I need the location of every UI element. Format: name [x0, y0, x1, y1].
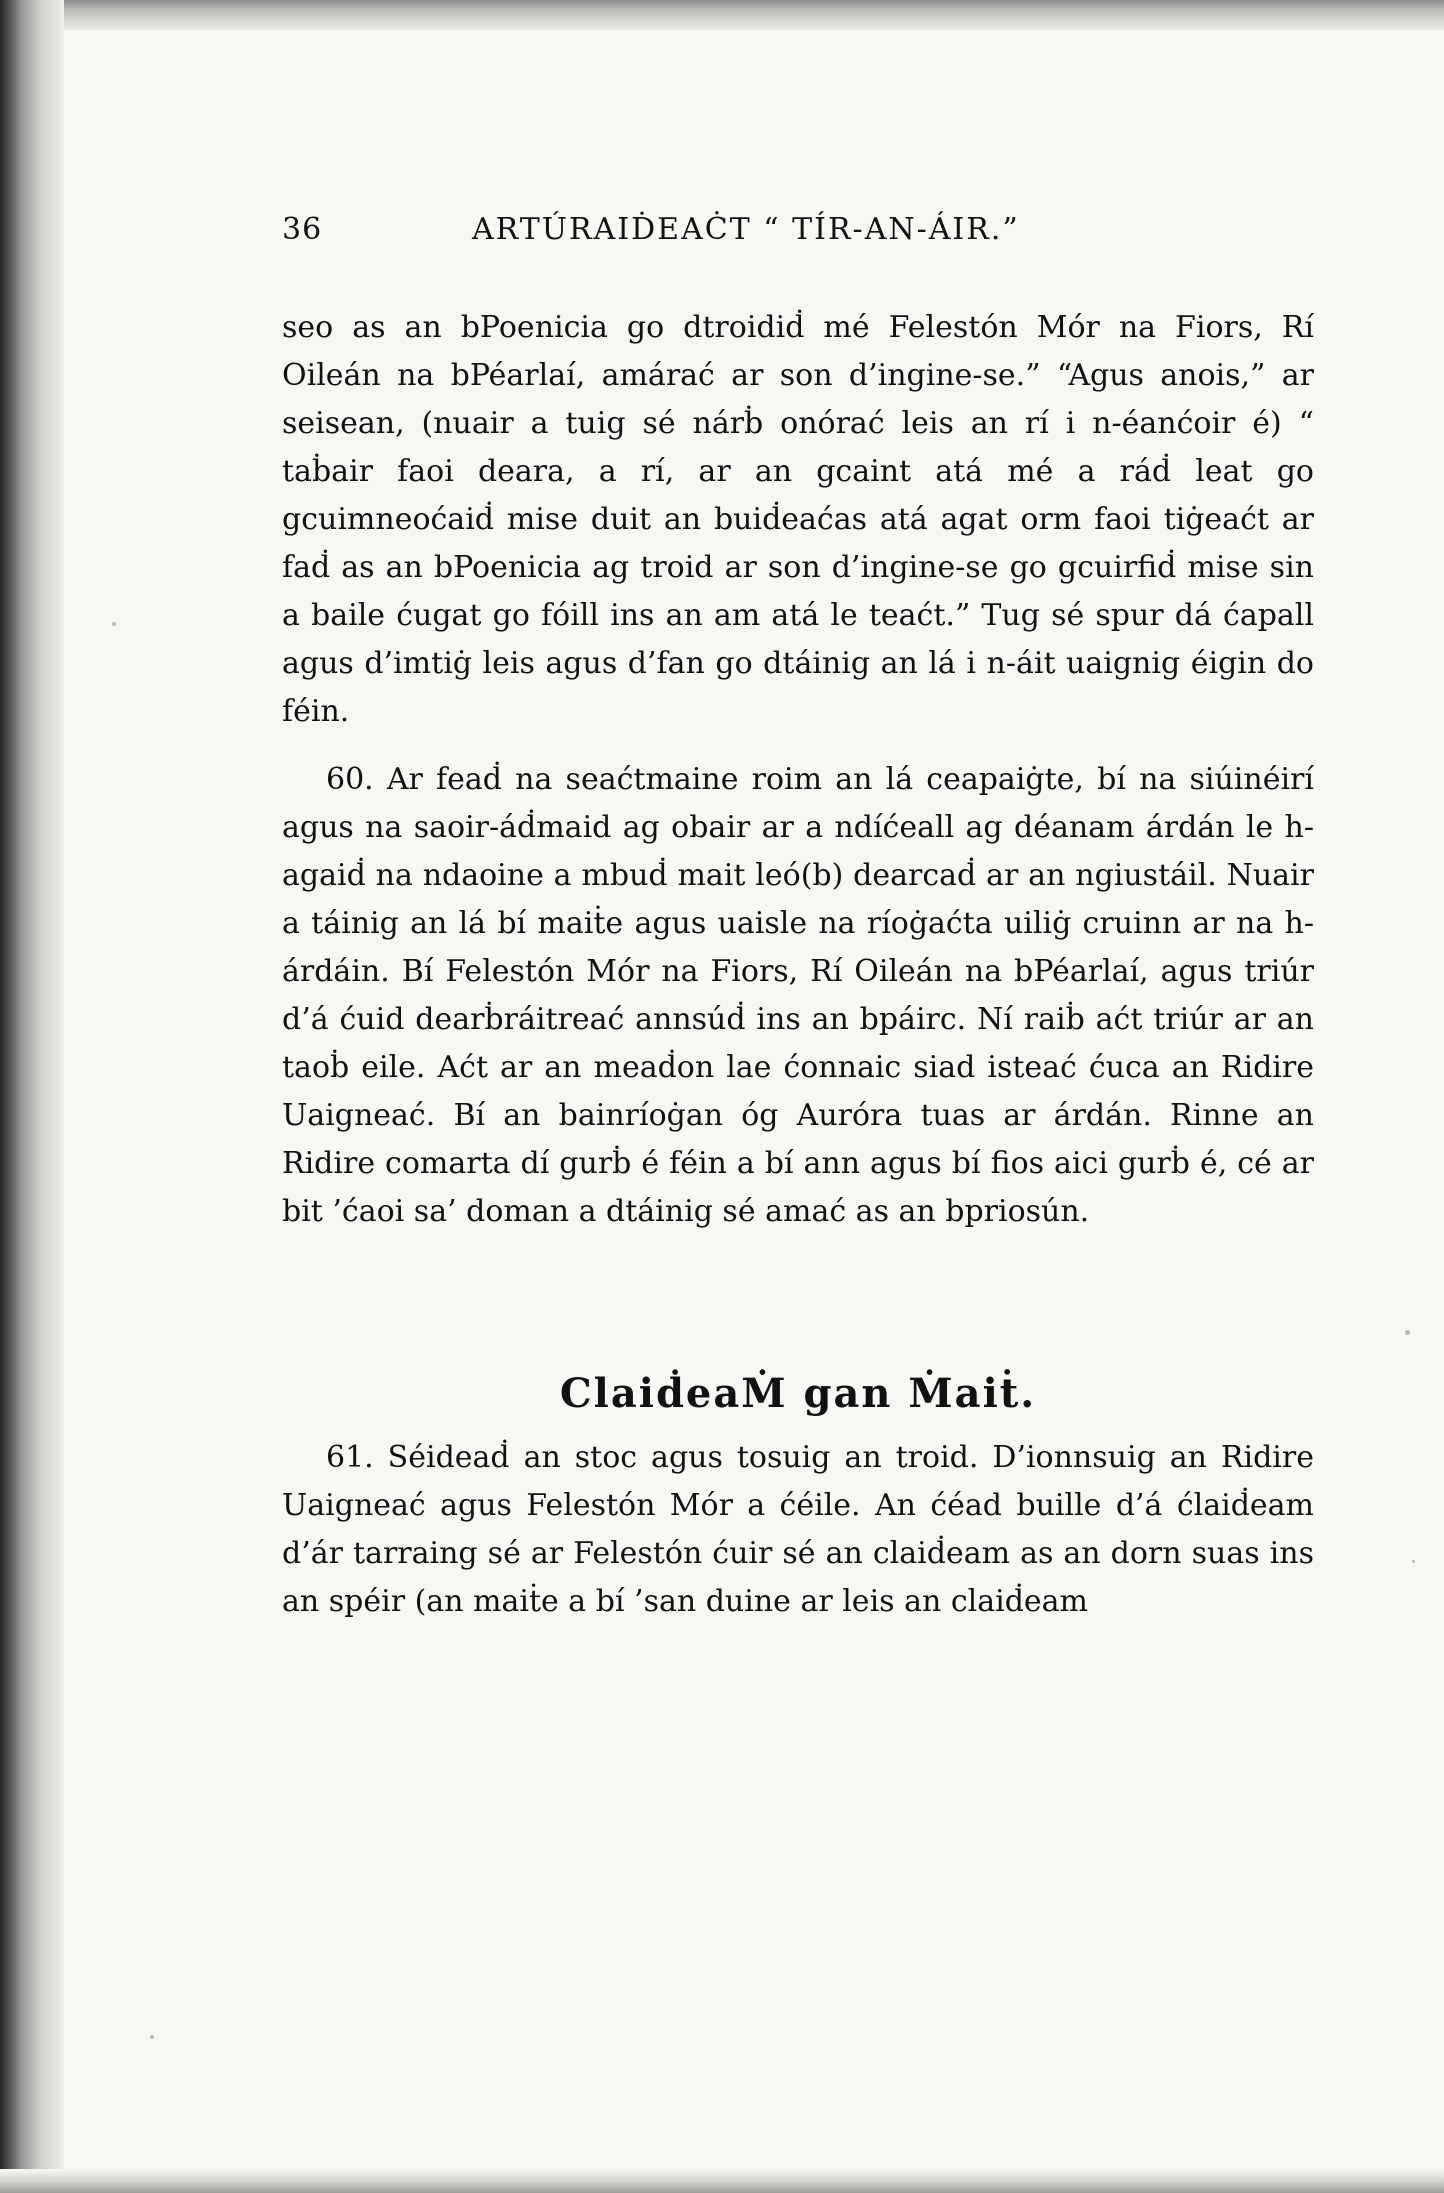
section-body	[282, 1434, 1314, 1626]
paragraph-61: 61. Séideaḋ an stoc agus tosuig an troid. D’ionnsuig an Ridire Uaigneać agus Felestón Mór a ćéile. An ćéad buille d’á ćlaiḋeam d’ár tarraing sé ar Felestón ćuir sé an claiḋeam as an dorn suas ins an spéir (an maiṫe a bí ’san duine ar leis an claiḋeam	[282, 1440, 1314, 1619]
paragraph-60: 60. Ar feaḋ na seaćtmaine roim an lá ceapaiġte, bí na siúinéirí agus na saoir-áḋmaid ag obair ar a ndíćeall ag déanam árdán le h-agaiḋ na ndaoine a mbuḋ mait leó(b) dearcaḋ ar an ngiustáil. Nuair a táinig an lá bí maiṫe agus uaisle na ríoġaćta uiliġ cruinn ar na h-árdáin. Bí Felestón Mór na Fiors, Rí Oileán na bPéarlaí, agus triúr d’á ćuid dearḃráitreać annsúḋ ins an bpáirc. Ní raiḃ aćt triúr ar an taoḃ eile. Aćt ar an meaḋon lae ćonnaic siad isteać ćuca an Ridire Uaigneać. Bí an bainríoġan óg Auróra tuas ar árdán. Rinne an Ridire comarta dí gurḃ é féin a bí ann agus bí fios aici gurḃ é, cé ar bit ’ćaoi sa’ doman a dtáinig sé amać as an bpriosún.	[282, 762, 1314, 1229]
page-number: 36	[282, 212, 323, 247]
section-heading: ClaiḋeaṀ gan Ṁaiṫ.	[559, 1370, 1037, 1417]
paper-speck	[1412, 1560, 1415, 1563]
page-content	[282, 212, 1314, 1626]
running-head	[282, 212, 1314, 262]
running-title: ARTÚRAIḊEAĊT “ TÍR-AN-ÁIR.”	[472, 212, 1020, 247]
page-top-edge	[0, 0, 1444, 30]
paper-speck	[150, 2035, 154, 2039]
book-binding-shadow	[0, 0, 64, 2193]
paragraph-continuation: seo as an bPoenicia go dtroidiḋ mé Felestón Mór na Fiors, Rí Oileán na bPéarlaí, amárać ar son d’ingine-se.” “Agus anois,” ar seisean, (nuair a tuig sé nárḃ onórać leis an rí i n-éanćoir é) “ taḃair faoi deara, a rí, ar an gcaint atá mé a ráḋ leat go gcuimneoćaiḋ mise duit an buiḋeaćas atá agat orm faoi tiġeaćt ar faḋ as an bPoenicia ag troid ar son d’ingine-se go gcuirfiḋ mise sin a baile ćugat go fóill ins an am atá le teaćt.” Tug sé spur dá ćapall agus d’imtiġ leis agus d’fan go dtáinig an lá i n-áit uaignig éigin do féin.	[282, 310, 1314, 729]
page-bottom-edge	[0, 2169, 1444, 2193]
paper-speck	[1405, 1330, 1410, 1335]
body-text	[282, 304, 1314, 1236]
paper-speck	[112, 622, 116, 626]
